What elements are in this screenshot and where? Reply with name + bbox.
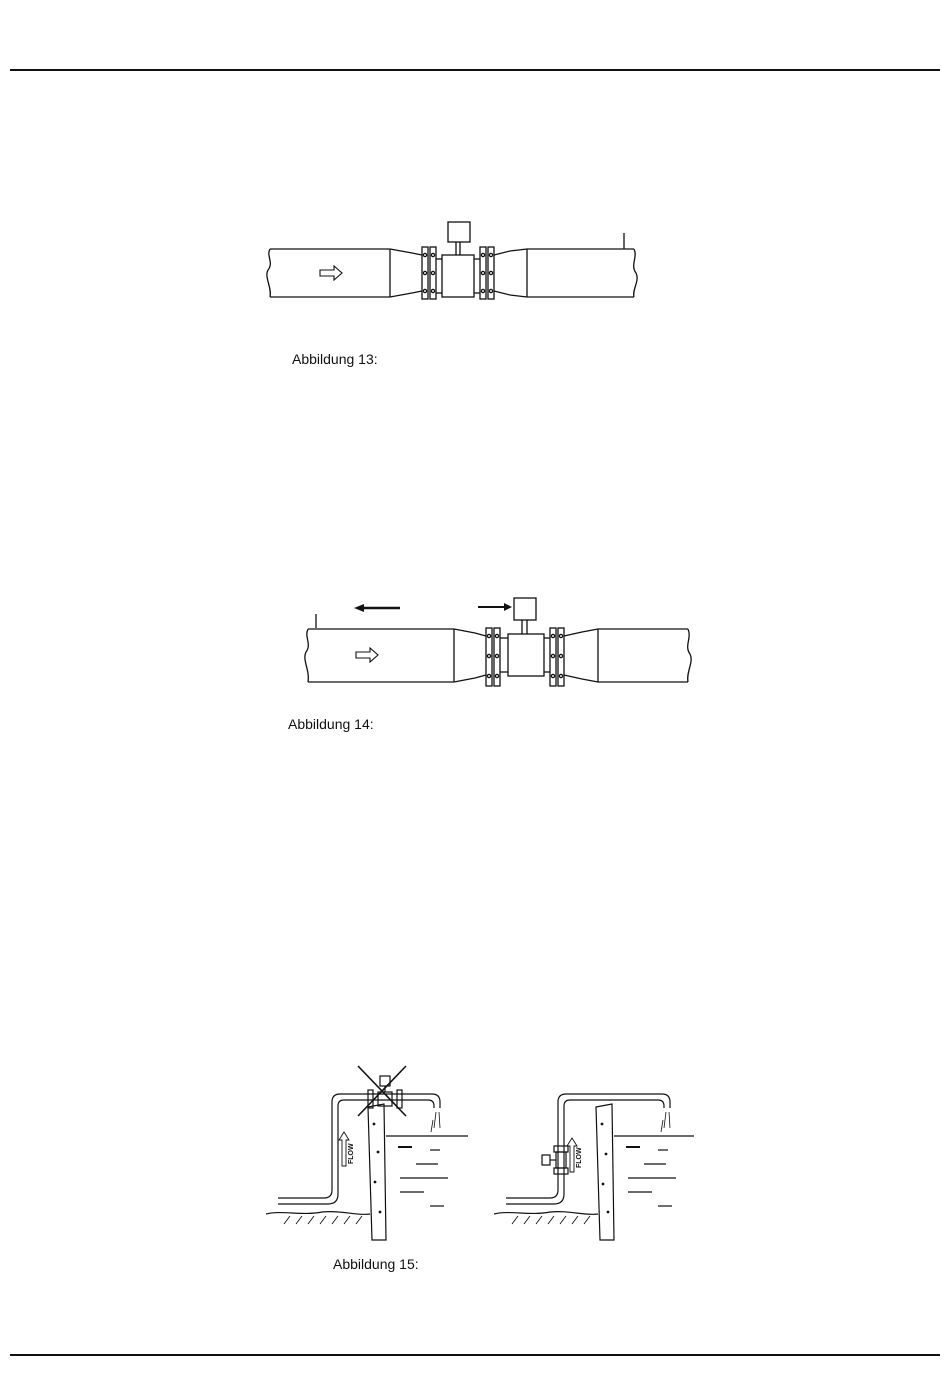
figure-13-caption: Abbildung 13: bbox=[292, 351, 378, 367]
flow-label-right: FLOW bbox=[576, 1147, 583, 1168]
figure-13-pipe-drawing bbox=[262, 215, 662, 310]
header-rule bbox=[10, 69, 940, 71]
figure-14-pipe-drawing bbox=[300, 592, 700, 692]
figure-15-caption: Abbildung 15: bbox=[333, 1256, 419, 1272]
flow-label-left: FLOW bbox=[348, 1143, 355, 1164]
figure-14-caption: Abbildung 14: bbox=[288, 716, 374, 732]
footer-rule bbox=[10, 1354, 940, 1356]
figure-15-siphon-drawings bbox=[262, 1062, 702, 1247]
